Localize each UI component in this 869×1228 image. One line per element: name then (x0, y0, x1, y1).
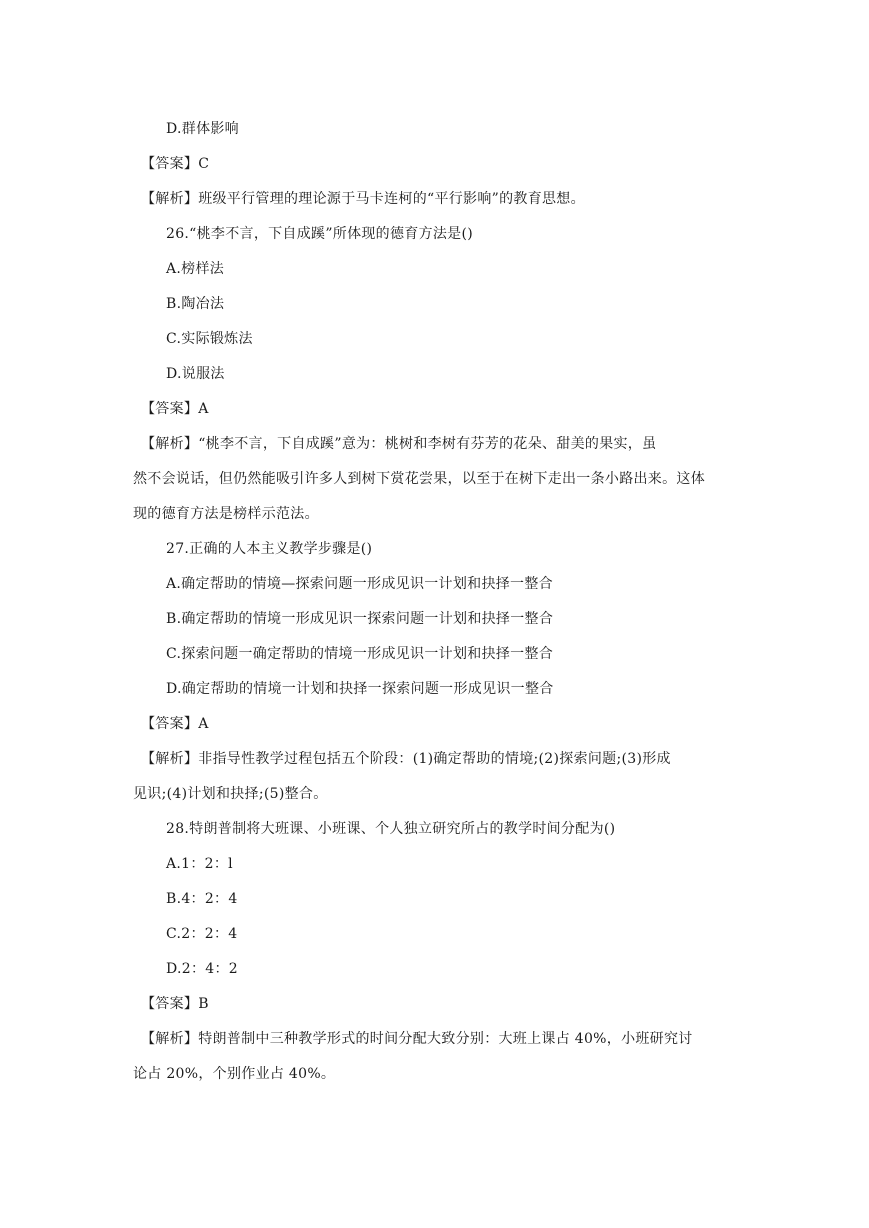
q28-option-d: D.2：4：2 (166, 961, 238, 977)
q27-analysis-line-1: 【解析】非指导性教学过程包括五个阶段：(1)确定帮助的情境;(2)探索问题;(3)形成 (141, 751, 671, 767)
q27-answer: 【答案】A (141, 716, 209, 732)
q27-stem: 27.正确的人本主义教学步骤是() (166, 541, 373, 557)
q27-option-a: A.确定帮助的情境—探索问题一形成见识一计划和抉择一整合 (166, 576, 553, 592)
q28-option-a: A.1：2：l (166, 856, 233, 872)
q28-stem: 28.特朗普制将大班课、小班课、个人独立研究所占的教学时间分配为() (166, 821, 616, 837)
q27-analysis-line-2: 见识;(4)计划和抉择;(5)整合。 (133, 786, 328, 802)
q26-option-c: C.实际锻炼法 (166, 331, 253, 347)
q26-stem: 26.“桃李不言，下自成蹊”所体现的德育方法是() (166, 226, 474, 242)
q25-analysis: 【解析】班级平行管理的理论源于马卡连柯的“平行影响”的教育思想。 (141, 191, 585, 207)
q25-option-d: D.群体影响 (166, 121, 239, 137)
q26-analysis-line-1: 【解析】“桃李不言，下自成蹊”意为：桃树和李树有芬芳的花朵、甜美的果实，虽 (141, 436, 657, 452)
q25-answer: 【答案】C (141, 156, 210, 172)
q27-option-c: C.探索问题一确定帮助的情境一形成见识一计划和抉择一整合 (166, 646, 554, 662)
q26-analysis-line-2: 然不会说话，但仍然能吸引许多人到树下赏花尝果，以至于在树下走出一条小路出来。这体 (133, 471, 705, 487)
q28-option-c: C.2：2：4 (166, 926, 238, 942)
q26-option-b: B.陶冶法 (166, 296, 225, 312)
q26-analysis-line-3: 现的德育方法是榜样示范法。 (133, 506, 319, 522)
q28-option-b: B.4：2：4 (166, 891, 238, 907)
q28-analysis-line-1: 【解析】特朗普制中三种教学形式的时间分配大致分别：大班上课占 40%，小班研究讨 (141, 1031, 693, 1047)
q28-analysis-line-2: 论占 20%，个别作业占 40%。 (133, 1066, 336, 1082)
q27-option-b: B.确定帮助的情境一形成见识一探索问题一计划和抉择一整合 (166, 611, 554, 627)
q27-option-d: D.确定帮助的情境一计划和抉择一探索问题一形成见识一整合 (166, 681, 554, 697)
q28-answer: 【答案】B (141, 996, 209, 1012)
q26-option-a: A.榜样法 (166, 261, 225, 277)
q26-answer: 【答案】A (141, 401, 209, 417)
q26-option-d: D.说服法 (166, 366, 225, 382)
